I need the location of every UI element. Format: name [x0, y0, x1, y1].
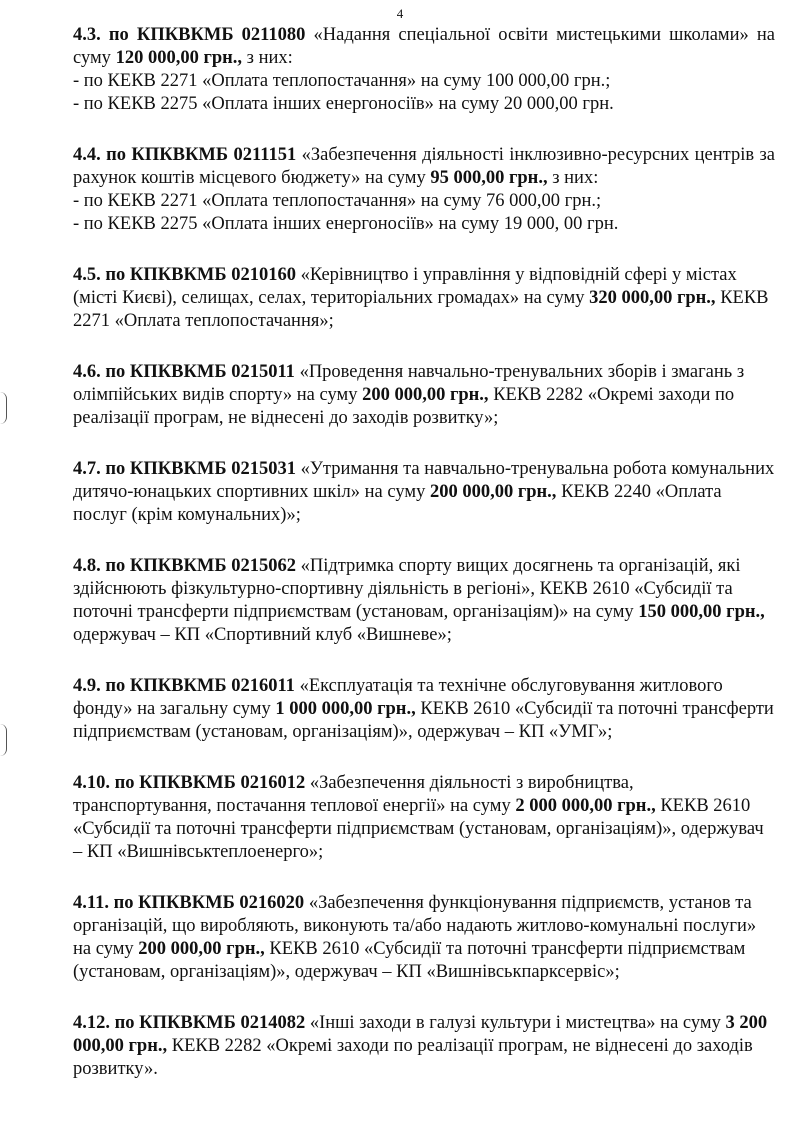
- section-number: 4.12.: [73, 1013, 110, 1033]
- program-code: по КПКВКМБ 0216012: [114, 773, 306, 793]
- section-number: 4.3.: [73, 25, 101, 45]
- section-paragraph: [73, 458, 775, 527]
- section-text: «Інші заходи в галузі культури і мистецтва» на суму: [309, 1013, 726, 1033]
- section-number: 4.8.: [73, 556, 101, 576]
- scan-edge-mark: [0, 724, 7, 756]
- section-text-end: КЕКВ 2610 «Субсидії та поточні трансферти підприємствам (установам, організаціям)», одержувач – КП «Вишнівськпарксервіс»;: [73, 939, 746, 982]
- section-4-4: [73, 144, 775, 236]
- scan-edge-mark: [0, 392, 7, 424]
- section-text: «Керівництво і управління у відповідній сфері у містах (місті Києві), селищах, селах, територіальних громадах» на суму: [73, 265, 737, 308]
- program-code: по КПКВКМБ 0215011: [105, 362, 295, 382]
- section-text-end: КЕКВ 2610 «Субсидії та поточні трансферти підприємствам (установам, організаціям)», одержувач – КП «Вишнівськтеплоенерго»;: [73, 796, 764, 862]
- section-text-end: КЕКВ 2282 «Окремі заходи по реалізації програм, не віднесені до заходів розвитку».: [73, 1036, 753, 1079]
- section-4-9: [73, 675, 775, 744]
- amount: 1 000 000,00 грн.,: [275, 699, 416, 719]
- section-text: «Надання спеціальної освіти мистецькими школами» на суму: [73, 25, 776, 68]
- amount: 320 000,00 грн.,: [589, 288, 716, 308]
- section-paragraph: [73, 24, 775, 70]
- section-text: «Підтримка спорту вищих досягнень та організацій, які здійснюють фізкультурно-спортивну діяльність в регіоні», КЕКВ 2610 «Субсидії та поточні трансферти підприємствам (установам, організаціям)» на суму: [73, 556, 741, 622]
- section-number: 4.7.: [73, 459, 101, 479]
- section-paragraph: [73, 772, 775, 864]
- section-text-end: КЕКВ 2282 «Окремі заходи по реалізації програм, не віднесені до заходів розвитку»;: [73, 385, 735, 428]
- section-paragraph: [73, 144, 775, 190]
- section-4-7: [73, 458, 775, 527]
- list-item: - по КЕКВ 2275 «Оплата інших енергоносіїв» на суму 19 000, 00 грн.: [73, 214, 619, 234]
- section-number: 4.10.: [73, 773, 110, 793]
- amount: 2 000 000,00 грн.,: [515, 796, 656, 816]
- section-4-10: [73, 772, 775, 864]
- section-paragraph: [73, 675, 775, 744]
- section-paragraph: [73, 1012, 775, 1081]
- section-text-end: з них:: [547, 168, 599, 188]
- amount: 150 000,00 грн.,: [638, 602, 765, 622]
- section-number: 4.5.: [73, 265, 101, 285]
- amount: 200 000,00 грн.,: [362, 385, 489, 405]
- section-text: «Забезпечення діяльності інклюзивно-ресурсних центрів за рахунок коштів місцевого бюджету» на суму: [73, 145, 775, 188]
- section-4-12: [73, 1012, 775, 1081]
- section-4-8: [73, 555, 775, 647]
- section-text-end: КЕКВ 2240 «Оплата послуг (крім комунальних)»;: [73, 482, 722, 525]
- section-number: 4.6.: [73, 362, 101, 382]
- section-paragraph: [73, 555, 775, 647]
- section-number: 4.4.: [73, 145, 101, 165]
- section-paragraph: [73, 264, 775, 333]
- section-text: «Забезпечення функціонування підприємств, установ та організацій, що виробляють, виконують та/або надають житлово-комунальні послуги» на суму: [73, 893, 757, 959]
- section-text-end: одержувач – КП «Спортивний клуб «Вишневе»;: [73, 625, 452, 645]
- section-text: «Проведення навчально-тренувальних зборів і змагань з олімпійських видів спорту» на суму: [73, 362, 745, 405]
- section-4-5: [73, 264, 775, 333]
- page-number: 4: [396, 6, 404, 21]
- program-code: по КПКВКМБ 0216020: [113, 893, 305, 913]
- section-text: «Утримання та навчально-тренувальна робота комунальних дитячо-юнацьких спортивних шкіл» на суму: [73, 459, 775, 502]
- amount: 200 000,00 грн.,: [429, 482, 557, 502]
- program-code: по КПКВКМБ 0210160: [105, 265, 296, 285]
- section-text-end: КЕКВ 2271 «Оплата теплопостачання»;: [73, 288, 769, 331]
- amount: 95 000,00 грн.,: [430, 168, 548, 188]
- section-4-6: [73, 361, 775, 430]
- program-code: по КПКВКМБ 0216011: [105, 676, 295, 696]
- section-text-end: КЕКВ 2610 «Субсидії та поточні трансферти підприємствам (установам, організаціям)», одержувач – КП «УМГ»;: [73, 699, 774, 742]
- amount: 3 200 000,00 грн.,: [73, 1013, 768, 1056]
- section-4-3: [73, 24, 775, 116]
- section-text: «Забезпечення діяльності з виробництва, транспортування, постачання теплової енергії» на суму: [73, 773, 634, 816]
- section-text-end: з них:: [242, 48, 293, 68]
- program-code: по КПКВКМБ 0214082: [114, 1013, 306, 1033]
- section-text: «Експлуатація та технічне обслуговування житлового фонду» на загальну суму: [73, 676, 723, 719]
- list-item: - по КЕКВ 2271 «Оплата теплопостачання» на суму 100 000,00 грн.;: [73, 71, 611, 91]
- program-code: по КПКВКМБ 0211151: [106, 145, 297, 165]
- section-4-11: [73, 892, 775, 984]
- program-code: по КПКВКМБ 0211080: [108, 25, 306, 45]
- amount: 120 000,00 грн.,: [115, 48, 243, 68]
- program-code: по КПКВКМБ 0215031: [105, 459, 296, 479]
- program-code: по КПКВКМБ 0215062: [105, 556, 296, 576]
- list-item: - по КЕКВ 2275 «Оплата інших енергоносіїв» на суму 20 000,00 грн.: [73, 94, 614, 114]
- amount: 200 000,00 грн.,: [138, 939, 265, 959]
- section-paragraph: [73, 361, 775, 430]
- section-paragraph: [73, 892, 775, 984]
- section-number: 4.9.: [73, 676, 101, 696]
- document-body: [73, 24, 775, 1109]
- list-item: - по КЕКВ 2271 «Оплата теплопостачання» на суму 76 000,00 грн.;: [73, 191, 602, 211]
- section-number: 4.11.: [73, 893, 109, 913]
